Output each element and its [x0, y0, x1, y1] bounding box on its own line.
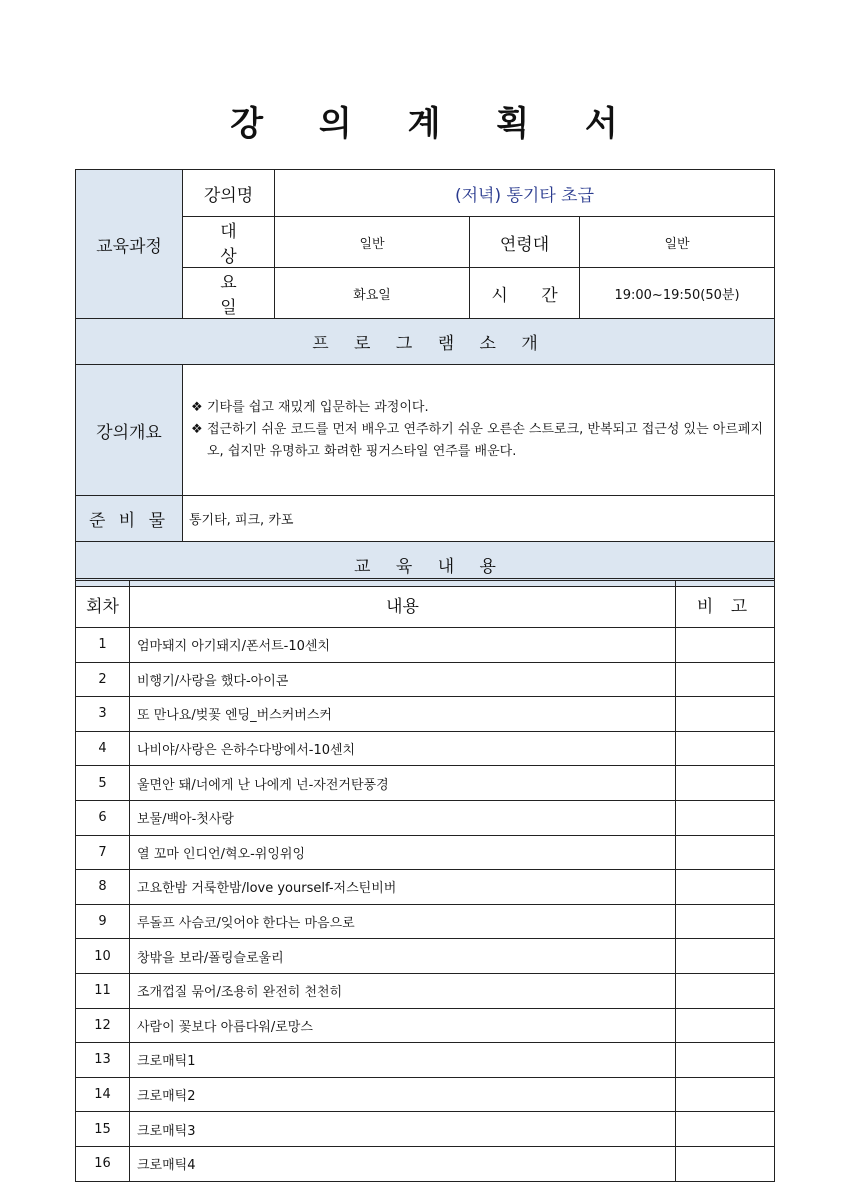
lesson-content: 열 꼬마 인디언/혁오-위잉위잉: [130, 835, 676, 870]
overview-content: [183, 365, 775, 496]
lesson-content: 루돌프 사슴코/잊어야 한다는 마음으로: [130, 904, 676, 939]
table-row: [76, 870, 775, 905]
table-row: [76, 731, 775, 766]
prep-value: 통기타, 피크, 카포: [183, 496, 775, 542]
course-info-table: [75, 169, 775, 587]
lesson-content: 엄마돼지 아기돼지/폰서트-10센치: [130, 628, 676, 663]
note-cell: [676, 1043, 775, 1078]
table-row: [76, 835, 775, 870]
table-row: [76, 1146, 775, 1181]
lesson-content: 울면안 돼/너에게 난 나에게 넌-자전거탄풍경: [130, 766, 676, 801]
lesson-content: 나비야/사랑은 은하수다방에서-10센치: [130, 731, 676, 766]
note-cell: [676, 697, 775, 732]
lesson-content: 사람이 꽃보다 아름다워/로망스: [130, 1008, 676, 1043]
round-number: 4: [76, 731, 130, 766]
lesson-content: 창밖을 보라/폴링슬로울리: [130, 939, 676, 974]
overview-text: 접근하기 쉬운 코드를 먼저 배우고 연주하기 쉬운 오른손 스트로크, 반복되고 접근성 있는 아르페지오, 쉽지만 유명하고 화려한 핑거스타일 연주를 배운다.: [207, 422, 764, 459]
program-intro-header: 프 로 그 램 소 개: [76, 319, 775, 365]
table-row: [76, 662, 775, 697]
overview-label: 강의개요: [76, 365, 183, 496]
curriculum-table: [75, 578, 775, 1182]
lecture-name: (저녁) 통기타 초급: [275, 170, 775, 217]
note-cell: [676, 973, 775, 1008]
round-number: 16: [76, 1146, 130, 1181]
content-header: 교 육 내 용: [76, 542, 775, 587]
note-cell: [676, 835, 775, 870]
document-title: 강 의 계 획 서: [230, 104, 640, 144]
lesson-content: 또 만나요/벚꽃 엔딩_버스커버스커: [130, 697, 676, 732]
diamond-bullet-icon: ❖: [191, 400, 203, 415]
round-number: 1: [76, 628, 130, 663]
age-value: 일반: [580, 217, 775, 268]
round-number: 3: [76, 697, 130, 732]
note-cell: [676, 1112, 775, 1147]
round-number: 9: [76, 904, 130, 939]
lesson-content: 보물/백아-첫사랑: [130, 800, 676, 835]
age-label: 연령대: [470, 217, 580, 268]
content-col-header: 내용: [130, 580, 676, 628]
lesson-content: 고요한밤 거룩한밤/love yourself-저스틴비버: [130, 870, 676, 905]
day-label: 요 일: [183, 268, 275, 319]
note-cell: [676, 1008, 775, 1043]
table-row: [76, 904, 775, 939]
round-number: 2: [76, 662, 130, 697]
overview-bullet: [191, 419, 766, 463]
target-value: 일반: [275, 217, 470, 268]
table-row: [76, 628, 775, 663]
course-label: 교육과정: [76, 170, 183, 319]
table-row: [76, 1112, 775, 1147]
round-number: 12: [76, 1008, 130, 1043]
time-label: 시 간: [470, 268, 580, 319]
lesson-content: 크로매틱4: [130, 1146, 676, 1181]
target-label: 대 상: [183, 217, 275, 268]
round-number: 7: [76, 835, 130, 870]
day-value: 화요일: [275, 268, 470, 319]
note-cell: [676, 731, 775, 766]
note-cell: [676, 904, 775, 939]
lesson-content: 크로매틱3: [130, 1112, 676, 1147]
lesson-content: 조개껍질 묶어/조용히 완전히 천천히: [130, 973, 676, 1008]
note-cell: [676, 1077, 775, 1112]
round-header: 회차: [76, 580, 130, 628]
table-row: [76, 800, 775, 835]
overview-bullet: [191, 397, 766, 419]
table-row: [76, 939, 775, 974]
lesson-content: 크로매틱2: [130, 1077, 676, 1112]
round-number: 10: [76, 939, 130, 974]
diamond-bullet-icon: ❖: [191, 422, 203, 437]
note-cell: [676, 939, 775, 974]
round-number: 8: [76, 870, 130, 905]
table-row: [76, 1043, 775, 1078]
round-number: 15: [76, 1112, 130, 1147]
table-row: [76, 973, 775, 1008]
round-number: 5: [76, 766, 130, 801]
round-number: 13: [76, 1043, 130, 1078]
note-cell: [676, 870, 775, 905]
table-row: [76, 766, 775, 801]
lesson-content: 비행기/사랑을 했다-아이콘: [130, 662, 676, 697]
note-cell: [676, 800, 775, 835]
time-value: 19:00~19:50(50분): [580, 268, 775, 319]
lesson-content: 크로매틱1: [130, 1043, 676, 1078]
round-number: 14: [76, 1077, 130, 1112]
round-number: 11: [76, 973, 130, 1008]
overview-text: 기타를 쉽고 재밌게 입문하는 과정이다.: [207, 400, 429, 415]
note-cell: [676, 628, 775, 663]
note-header: 비 고: [676, 580, 775, 628]
note-cell: [676, 662, 775, 697]
prep-label: 준 비 물: [76, 496, 183, 542]
round-number: 6: [76, 800, 130, 835]
table-row: [76, 697, 775, 732]
note-cell: [676, 1146, 775, 1181]
note-cell: [676, 766, 775, 801]
table-row: [76, 1008, 775, 1043]
table-row: [76, 1077, 775, 1112]
lecture-name-label: 강의명: [183, 170, 275, 217]
